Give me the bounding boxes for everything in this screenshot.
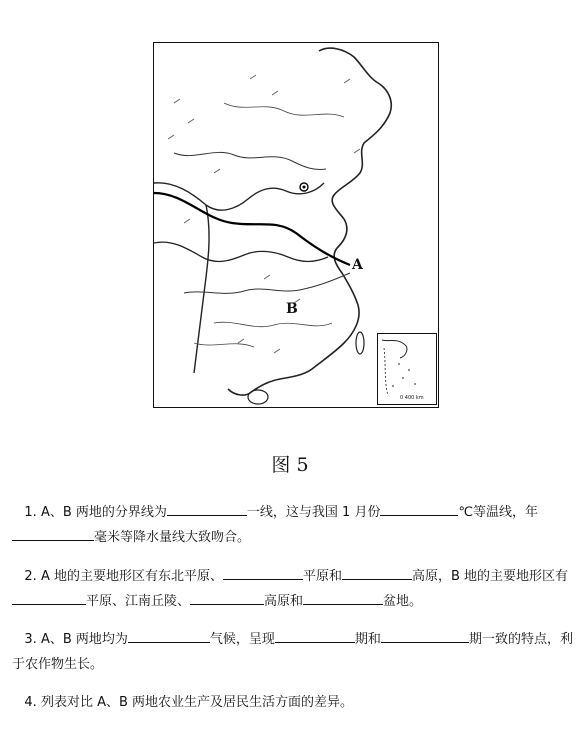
answer-blank[interactable]	[190, 590, 264, 605]
answer-blank[interactable]	[128, 628, 210, 643]
south-china-sea-inset	[377, 333, 437, 405]
map-label-b: B	[286, 301, 298, 317]
map-label-a: A	[352, 257, 363, 273]
answer-blank[interactable]	[223, 565, 303, 580]
answer-blank[interactable]	[381, 628, 469, 643]
question-number: 1.	[24, 505, 37, 520]
answer-blank[interactable]	[303, 590, 383, 605]
inset-scale: 0 400 km	[400, 395, 424, 401]
china-map-figure	[153, 42, 439, 408]
question-4: 4. 列表对比 A、B 两地农业生产及居民生活方面的差异。	[24, 695, 354, 710]
question-number: 4.	[24, 695, 37, 710]
question-1: 1. A、B 两地的分界线为 一线，这与我国 1 月份 ℃等温线，年 毫米等降水量线大致吻合。	[12, 500, 574, 550]
question-number: 3.	[24, 632, 37, 647]
figure-caption: 图 5	[271, 454, 309, 476]
answer-blank[interactable]	[342, 565, 412, 580]
answer-blank[interactable]	[167, 501, 247, 516]
inset-drawing	[378, 334, 436, 404]
answer-blank[interactable]	[12, 526, 94, 541]
answer-blank[interactable]	[275, 628, 355, 643]
question-3: 3. A、B 两地均为 气候，呈现 期和 期一致的特点，利于农作物生长。	[12, 627, 574, 677]
answer-blank[interactable]	[12, 590, 86, 605]
question-number: 2.	[24, 569, 37, 584]
answer-blank[interactable]	[380, 501, 458, 516]
question-2: 2. A 地的主要地形区有东北平原、 平原和 高原，B 地的主要地形区有 平原、江南丘陵、 高原和 盆地。	[12, 564, 574, 614]
